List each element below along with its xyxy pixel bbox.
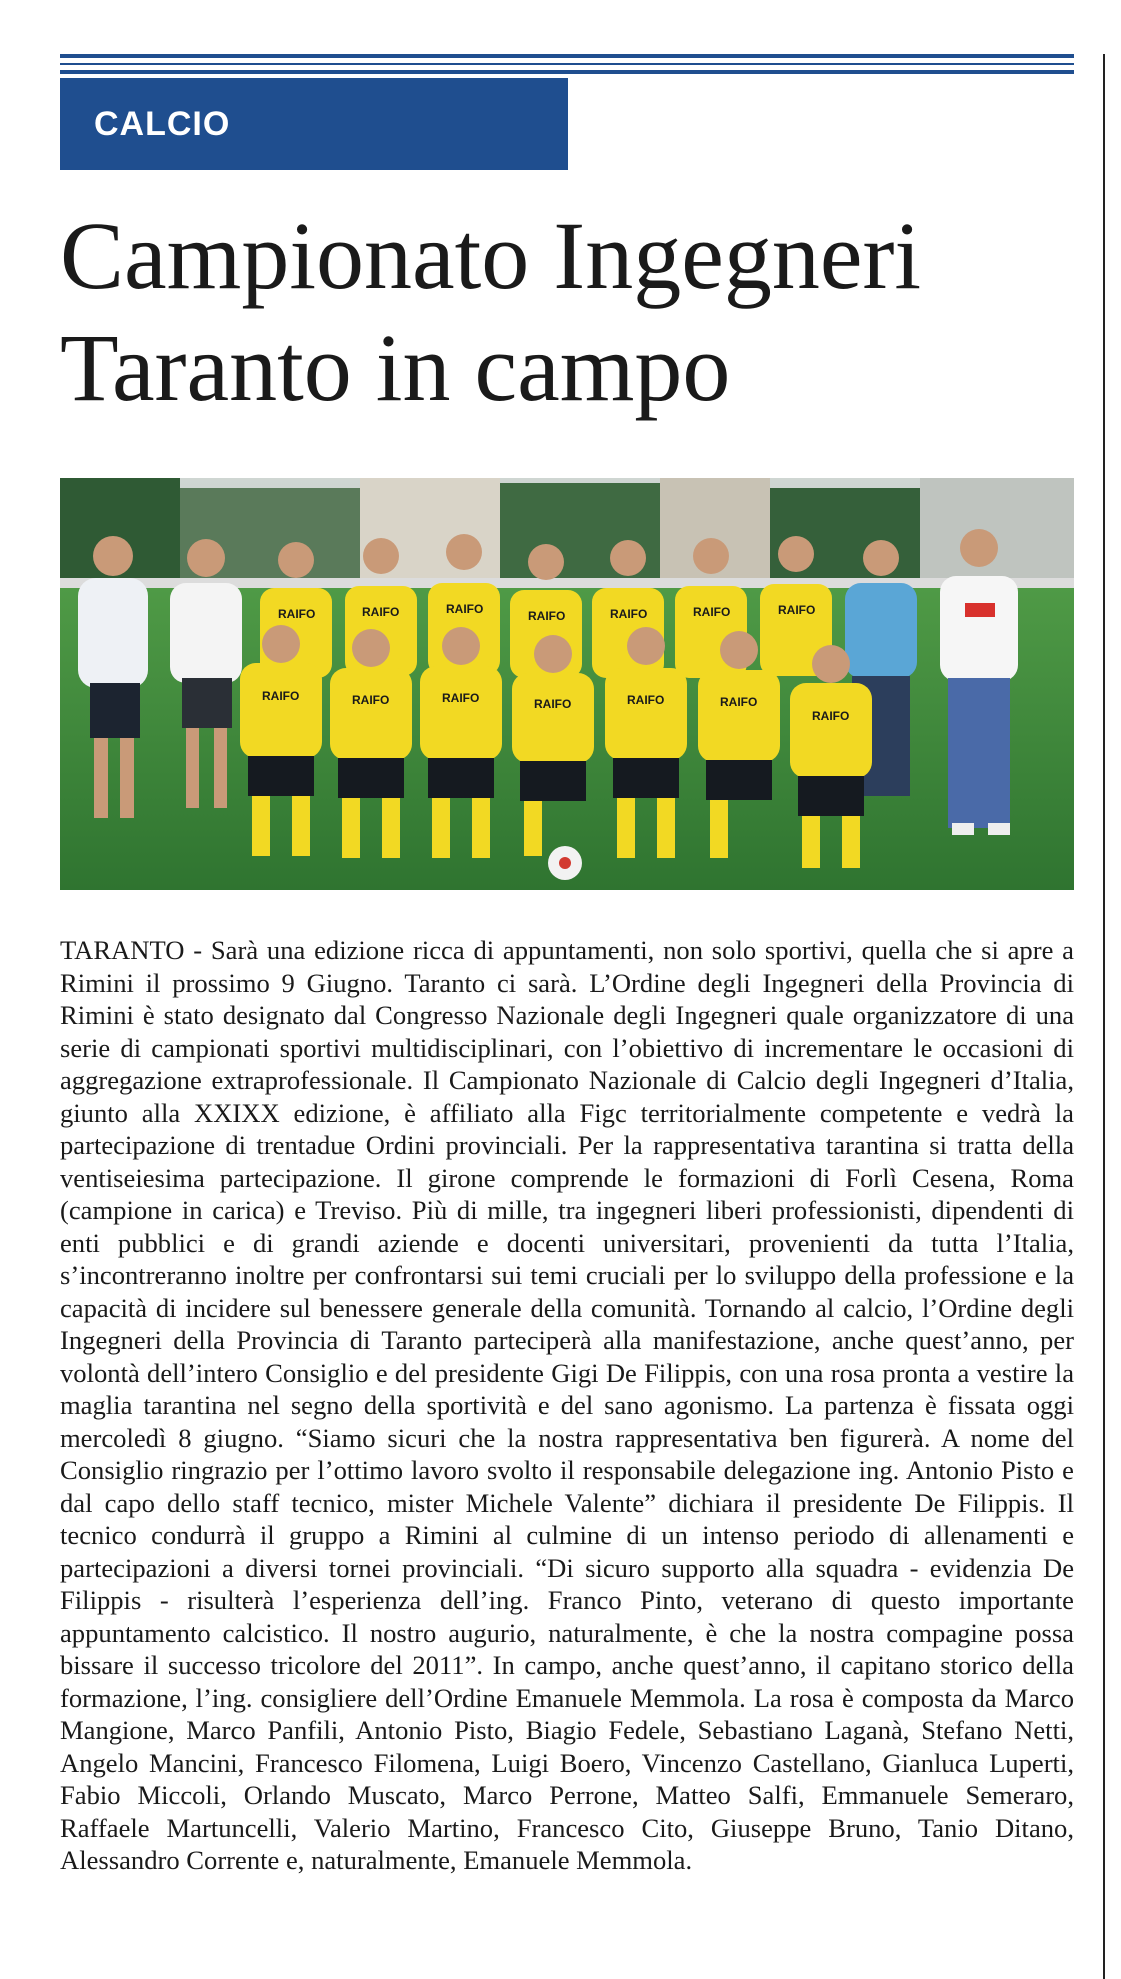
jersey-sponsor: RAIFO <box>442 691 480 705</box>
team-photo <box>60 478 1074 890</box>
jersey-sponsor: RAIFO <box>446 602 484 616</box>
headline-line-2: Taranto in campo <box>60 314 731 421</box>
article-headline <box>60 200 1100 424</box>
jersey-sponsor: RAIFO <box>262 689 300 703</box>
jersey-sponsor: RAIFO <box>778 603 816 617</box>
jersey-sponsor: RAIFO <box>528 609 566 623</box>
jersey-sponsor: RAIFO <box>812 709 850 723</box>
jersey-sponsor: RAIFO <box>720 695 758 709</box>
top-rule <box>60 63 1074 65</box>
top-rule <box>60 54 1074 58</box>
article-body: TARANTO - Sarà una edizione ricca di appuntamenti, non solo sportivi, quella che si apre a Rimini il prossimo 9 Giugno. Taranto ci sarà. L’Ordine degli Ingegneri della Provincia di Rimini è stato designato dal Congresso Nazionale degli Ingegneri quale organizzatore di una serie di campionati sportivi multidisciplinari, con l’obiettivo di incrementare le occasioni di aggregazione extraprofessionale. Il Campionato Nazionale di Calcio degli Ingegneri d’Italia, giunto alla XXIXX edizione, è affiliato alla Figc territorialmente competente e vedrà la partecipazione di trentadue Ordini provinciali. Per la rappresentativa tarantina si tratta della ventiseiesima partecipazione. Il girone comprende le formazioni di Forlì Cesena, Roma (campione in carica) e Treviso. Più di mille, tra ingegneri liberi professionisti, dipendenti di enti pubblici e di grandi aziende e docenti universitari, provenienti da tutta l’Italia, s’incontreranno inoltre per confrontarsi sui temi cruciali per lo sviluppo della professione e la capacità di incidere sul benessere generale della comunità. Tornando al calcio, l’Ordine degli Ingegneri della Provincia di Taranto parteciperà alla manifestazione, anche quest’anno, per volontà dell’intero Consiglio e del presidente Gigi De Filippis, con una rosa pronta a vestire la maglia tarantina nel segno della sportività e del sano agonismo. La partenza è fissata oggi mercoledì 8 giugno. “Siamo sicuri che la nostra rappresentativa ben figurerà. A nome del Consiglio ringrazio per l’ottimo lavoro svolto il responsabile delegazione ing. Antonio Pisto e dal capo dello staff tecnico, mister Michele Valente” dichiara il presidente De Filippis. Il tecnico condurrà il gruppo a Rimini al culmine di un intenso periodo di allenamenti e partecipazioni a diversi tornei provinciali. “Di sicuro supporto alla squadra - evidenzia De Filippis - risulterà l’esperienza dell’ing. Franco Pinto, veterano di questo importante appuntamento calcistico. Il nostro augurio, naturalmente, è che la nostra compagine possa bissare il successo tricolore del 2011”. In campo, anche quest’anno, il capitano storico della formazione, l’ing. consigliere dell’Ordine Emanuele Memmola. La rosa è composta da Marco Mangione, Marco Panfili, Antonio Pisto, Biagio Fedele, Sebastiano Laganà, Stefano Netti, Angelo Mancini, Francesco Filomena, Luigi Boero, Vincenzo Castellano, Gianluca Luperti, Fabio Miccoli, Orlando Muscato, Marco Perrone, Matteo Salfi, Emmanuele Semeraro, Raffaele Martuncelli, Valerio Martino, Francesco Cito, Giuseppe Bruno, Tanio Ditano, Alessandro Corrente e, naturalmente, Emanuele Memmola. <box>60 935 1074 1875</box>
jersey-sponsor: RAIFO <box>534 697 572 711</box>
jersey-sponsor: RAIFO <box>278 607 316 621</box>
column-rule <box>1103 54 1105 1979</box>
jersey-sponsor: RAIFO <box>610 607 648 621</box>
jersey-sponsor: RAIFO <box>362 605 400 619</box>
headline-line-1: Campionato Ingegneri <box>60 202 922 309</box>
jersey-sponsor: RAIFO <box>627 693 665 707</box>
jersey-sponsor: RAIFO <box>352 693 390 707</box>
top-rule <box>60 70 1074 74</box>
section-label: CALCIO <box>60 78 568 170</box>
jersey-sponsor: RAIFO <box>693 605 731 619</box>
